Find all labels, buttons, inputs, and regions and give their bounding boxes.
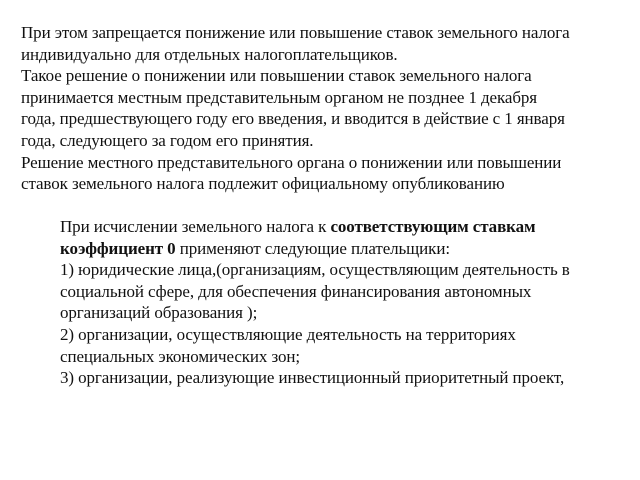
intro-suffix: применяют следующие плательщики: xyxy=(175,238,450,258)
land-tax-rate-paragraph xyxy=(21,22,621,195)
text-line: года, предшествующего году его введения, и вводится в действие с 1 января xyxy=(21,109,565,129)
intro-bold-rates: соответствующим ставкам xyxy=(330,217,536,236)
intro-bold-coefficient: коэффициент 0 xyxy=(60,238,176,258)
text-line: ставок земельного налога подлежит официальному опубликованию xyxy=(21,174,505,194)
list-item-line: 1) юридические лица,(организациям, осуществляющим деятельность в xyxy=(60,260,570,280)
list-item-line: специальных экономических зон; xyxy=(60,346,301,366)
list-item-line: организаций образования ); xyxy=(60,303,258,323)
list-item-line: 2) организации, осуществляющие деятельность на территориях xyxy=(60,324,516,344)
text-line: индивидуально для отдельных налогоплательщиков. xyxy=(21,44,398,64)
text-line: Такое решение о понижении или повышении ставок земельного налога xyxy=(21,66,532,86)
list-item-line: 3) организации, реализующие инвестиционный приоритетный проект, xyxy=(60,368,565,388)
zero-coefficient-payers-paragraph xyxy=(60,216,620,389)
list-item-line: социальной сфере, для обеспечения финансирования автономных xyxy=(60,281,532,301)
text-line: года, следующего за годом его принятия. xyxy=(21,130,314,150)
intro-line-2 xyxy=(60,238,620,260)
intro-prefix: При исчислении земельного налога к xyxy=(60,217,331,236)
intro-line-1 xyxy=(60,216,620,238)
text-line: При этом запрещается понижение или повышение ставок земельного налога xyxy=(21,23,570,42)
text-line: Решение местного представительного органа о понижении или повышении xyxy=(21,152,562,172)
text-line: принимается местным представительным органом не позднее 1 декабря xyxy=(21,87,538,107)
